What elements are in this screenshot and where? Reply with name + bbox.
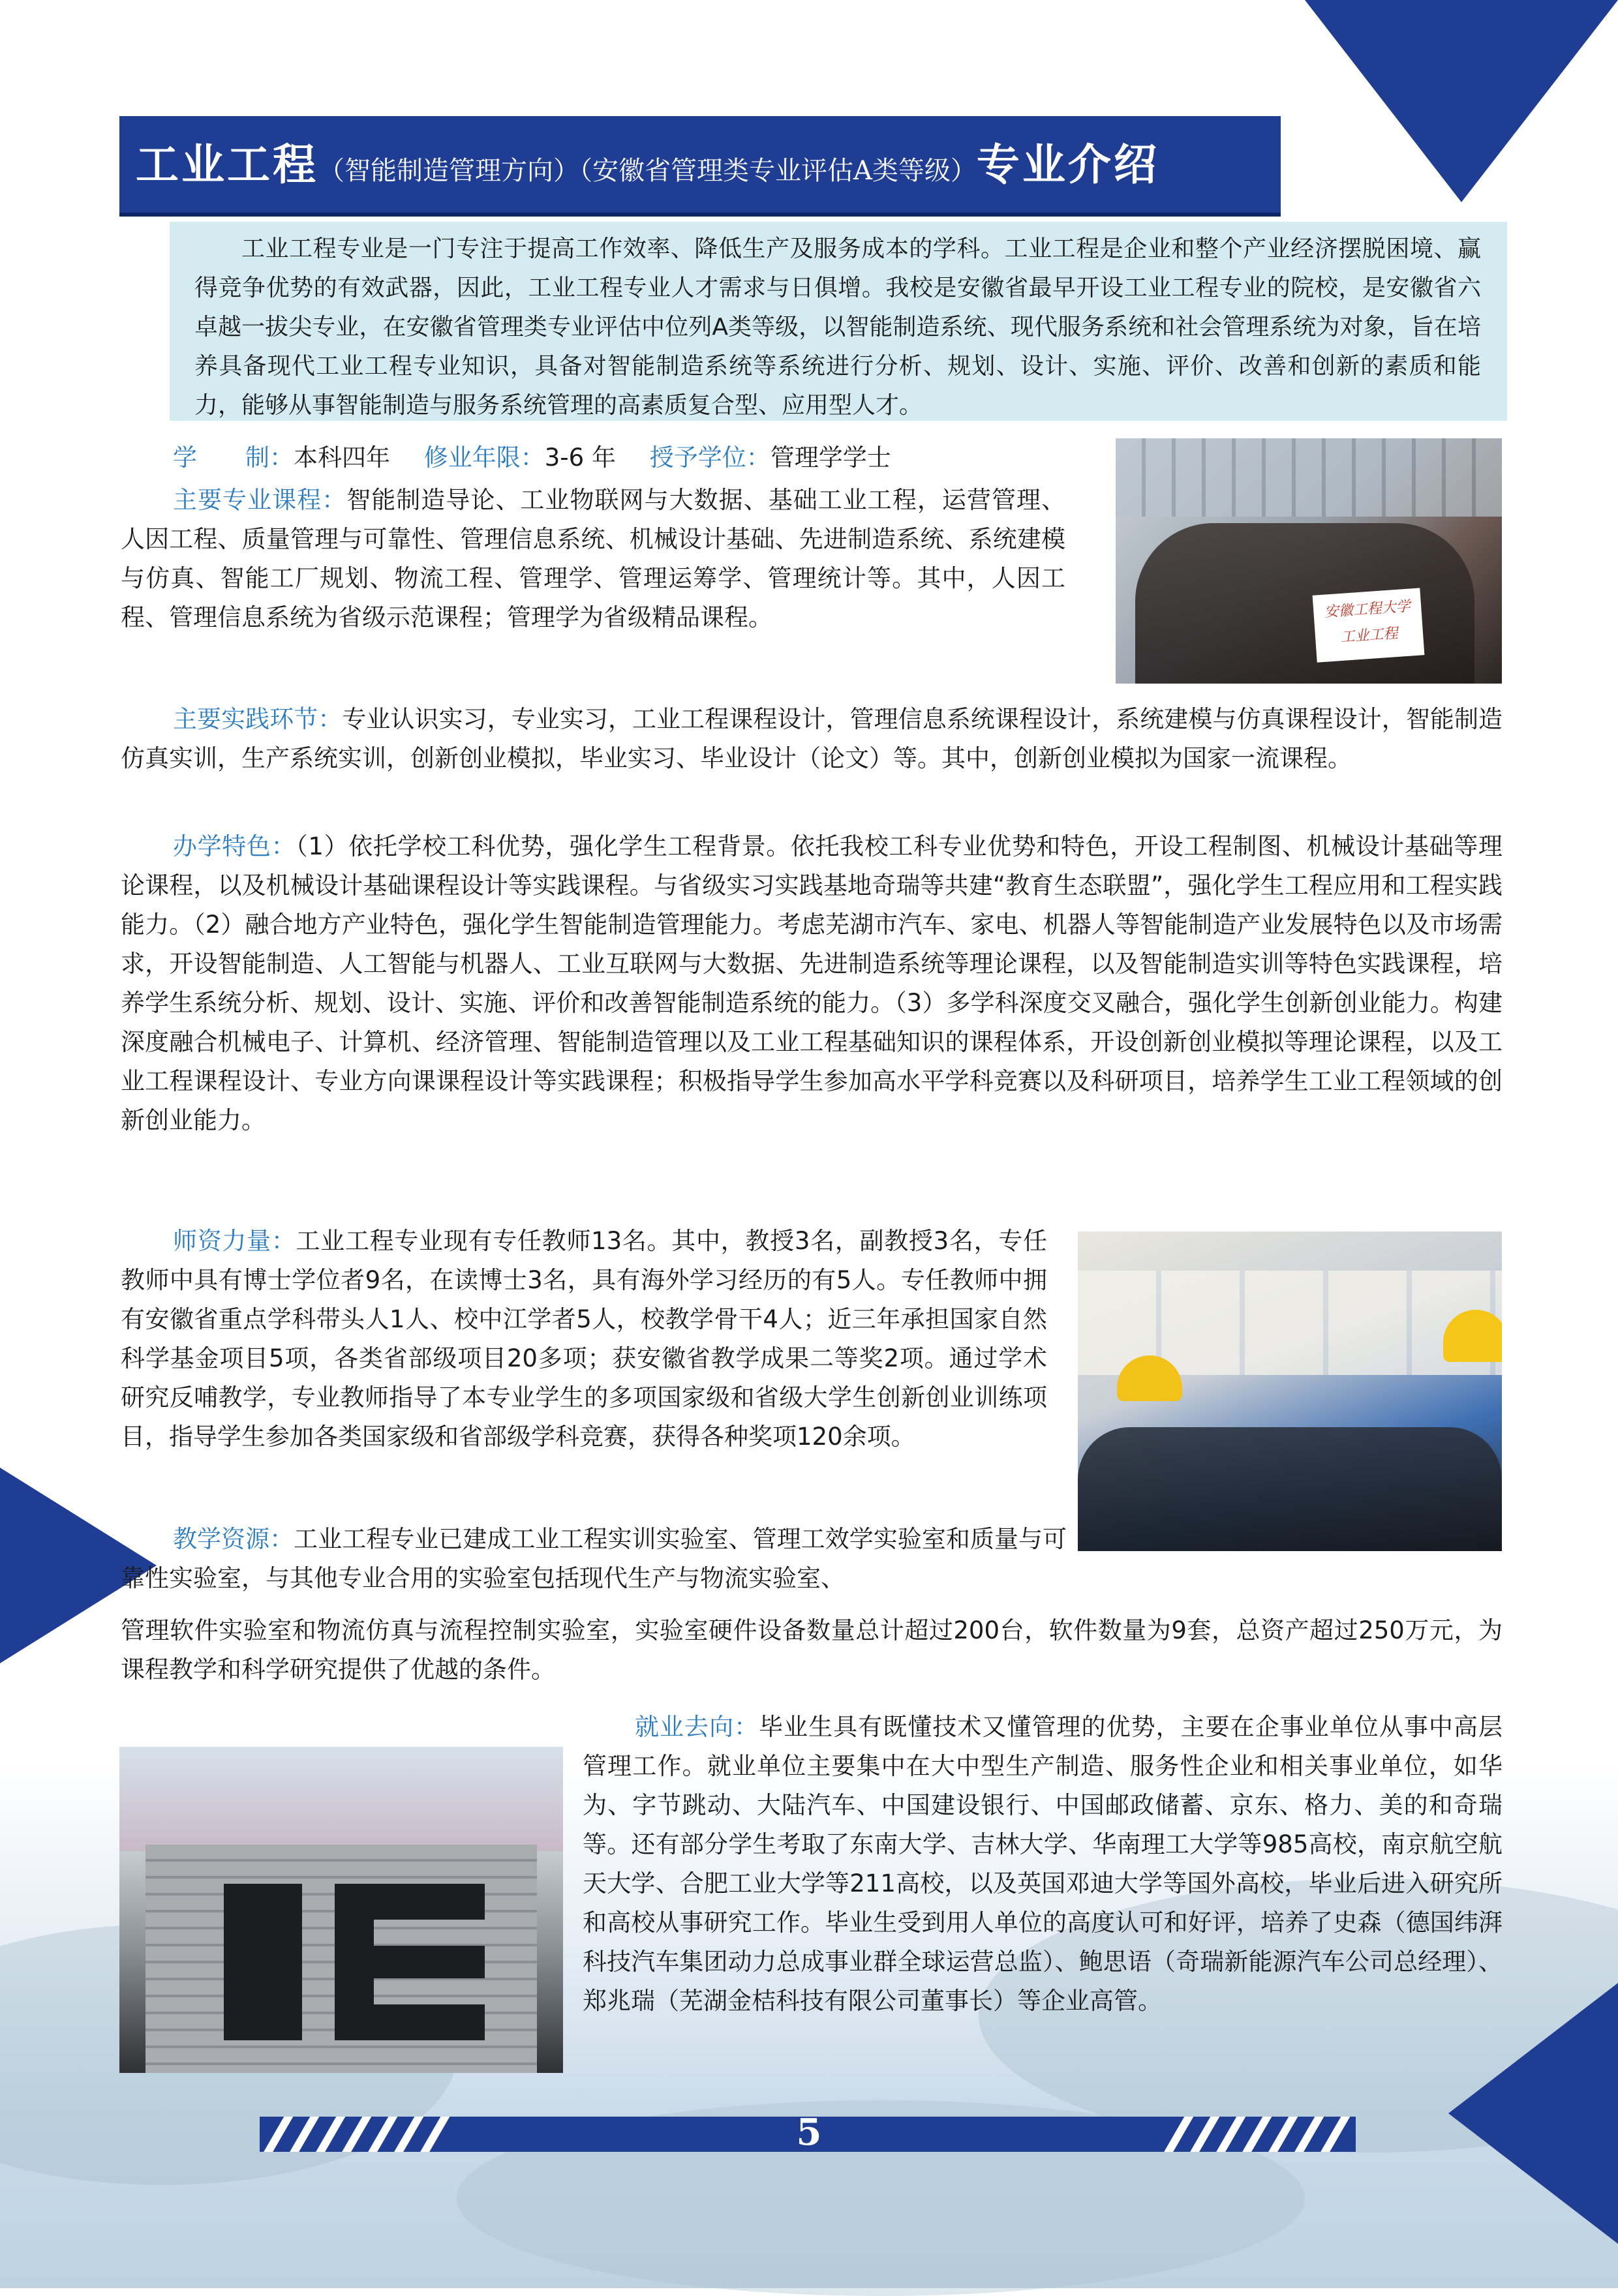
faculty-label: 师资力量： <box>173 1227 296 1255</box>
graduates-letter-e <box>335 1884 485 2040</box>
courses-label: 主要专业课程： <box>173 486 347 514</box>
students-library-photo <box>1116 438 1502 684</box>
intro-box <box>170 222 1507 421</box>
degree-label: 授予学位： <box>649 444 771 472</box>
duration-label: 学 制： <box>173 444 294 472</box>
practice-label: 主要实践环节： <box>173 705 343 733</box>
years-label: 修业年限： <box>423 444 545 472</box>
years-value: 3-6 年 <box>544 444 616 472</box>
features-label: 办学特色： <box>173 832 296 860</box>
visitors-group <box>1078 1427 1502 1551</box>
page-title <box>136 125 1159 204</box>
practice-section <box>121 700 1503 778</box>
campus-buildings <box>119 1747 563 1851</box>
faculty-text: 工业工程专业现有专任教师13名。其中，教授3名，副教授3名，专任教师中具有博士学位者9名，在读博士3名，具有海外学习经历的有5人。专任教师中拥有安徽省重点学科带头人1人、校中江学者5人，校教学骨干4人；近三年承担国家自然科学基金项目5项，各类省部级项目20多项；获安徽省教学成果二等奖2项。通过学术研究反哺教学，专业教师指导了本专业学生的多项国家级和省级大学生创新创业训练项目，指导学生参加各类国家级和省部级学科竞赛，获得各种奖项120余项。 <box>121 1227 1047 1451</box>
courses-section <box>121 481 1065 637</box>
footer-stripes-right <box>1160 2117 1356 2152</box>
side-triangle-right <box>1448 1983 1618 2244</box>
employment-label: 就业去向： <box>635 1713 759 1741</box>
title-sub2: （安徽省管理类专业评估A类等级） <box>579 156 977 186</box>
students-group <box>1135 523 1474 684</box>
courses-text: 智能制造导论、工业物联网与大数据、基础工业工程，运营管理、人因工程、质量管理与可靠性、管理信息系统、机械设计基础、先进制造系统、系统建模与仿真、智能工厂规划、物流工程、管理学、管理运筹学、管理统计等。其中，人因工程、管理信息系统为省级示范课程；管理学为省级精品课程。 <box>121 486 1066 631</box>
features-section <box>121 827 1503 1140</box>
duration-value: 本科四年 <box>294 444 390 472</box>
degree-value: 管理学学士 <box>770 444 891 472</box>
bookshelf <box>1116 438 1502 517</box>
intro-text: 工业工程专业是一门专注于提高工作效率、降低生产及服务成本的学科。工业工程是企业和整个产业经济摆脱困境、赢得竞争优势的有效武器，因此，工业工程专业人才需求与日俱增。我校是安徽省最早开设工业工程专业的院校，是安徽省六卓越一拔尖专业，在安徽省管理类专业评估中位列A类等级，以智能制造系统、现代服务系统和社会管理系统为对象，旨在培养具备现代工业工程专业知识，具备对智能制造系统等系统进行分析、规划、设计、实施、评价、改善和创新的素质和能力，能够从事智能制造与服务系统管理的高素质复合型、应用型人才。 <box>194 235 1481 419</box>
basic-info <box>173 438 1099 477</box>
practice-text: 专业认识实习，专业实习，工业工程课程设计，管理信息系统课程设计，系统建模与仿真课程设计，智能制造仿真实训，生产系统实训，创新创业模拟，毕业实习、毕业设计（论文）等。其中，创新创业模拟为国家一流课程。 <box>121 705 1503 772</box>
features-text: （1）依托学校工科优势，强化学生工程背景。依托我校工科专业优势和特色，开设工程制图、机械设计基础等理论课程，以及机械设计基础课程设计等实践课程。与省级实习实践基地奇瑞等共建“教育生态联盟”，强化学生工程应用和工程实践能力。（2）融合地方产业特色，强化学生智能制造管理能力。考虑芜湖市汽车、家电、机器人等智能制造产业发展特色以及市场需求，开设智能制造、人工智能与机器人、工业互联网与大数据、先进制造系统等理论课程，以及智能制造实训等特色实践课程，培养学生系统分析、规划、设计、实施、评价和改善智能制造系统的能力。（3）多学科深度交叉融合，强化学生创新创业能力。构建深度融合机械电子、计算机、经济管理、智能制造管理以及工业工程基础知识的课程体系，开设创新创业模拟等理论课程，以及工业工程课程设计、专业方向课课程设计等实践课程；积极指导学生参加高水平学科竞赛以及科研项目，培养学生工业工程领域的创新创业能力。 <box>121 832 1503 1134</box>
graduates-staircase-photo <box>119 1747 563 2073</box>
resources-text-b: 管理软件实验室和物流仿真与流程控制实验室，实验室硬件设备数量总计超过200台，软件数量为9套，总资产超过250万元，为课程教学和科学研究提供了优越的条件。 <box>121 1616 1503 1684</box>
corner-triangle-top-right <box>1305 0 1618 202</box>
resources-text-a: 工业工程专业已建成工业工程实训实验室、管理工效学实验室和质量与可靠性实验室，与其他专业合用的实验室包括现代生产与物流实验室、 <box>121 1525 1067 1592</box>
lab-visit-photo <box>1078 1231 1502 1551</box>
resources-section-a <box>121 1520 1067 1598</box>
graduates-letter-i <box>224 1884 302 2040</box>
resources-label: 教学资源： <box>173 1525 294 1553</box>
faculty-section <box>121 1222 1047 1457</box>
title-main: 工业工程 <box>136 139 318 190</box>
employment-text: 毕业生具有既懂技术又懂管理的优势，主要在企事业单位从事中高层管理工作。就业单位主要集中在大中型生产制造、服务性企业和相关事业单位，如华为、字节跳动、大陆汽车、中国建设银行、中国邮政储蓄、京东、格力、美的和奇瑞等。还有部分学生考取了东南大学、吉林大学、华南理工大学等985高校，南京航空航天大学、合肥工业大学等211高校，以及英国邓迪大学等国外高校，毕业后进入研究所和高校从事研究工作。毕业生受到用人单位的高度认可和好评，培养了史森（德国纬湃科技汽车集团动力总成事业群全球运营总监）、鲍思语（奇瑞新能源汽车公司总经理）、郑兆瑞（芜湖金桔科技有限公司董事长）等企业高管。 <box>583 1713 1503 2015</box>
resources-section-b <box>121 1611 1503 1689</box>
page-number: 5 <box>796 2111 822 2154</box>
title-sub1: （智能制造管理方向） <box>318 156 579 186</box>
handwritten-sign: 安徽工程大学 工业工程 <box>1313 588 1425 662</box>
title-tail: 专业介绍 <box>976 139 1159 190</box>
employment-section <box>583 1708 1503 2021</box>
footer-stripes-left <box>260 2117 455 2152</box>
